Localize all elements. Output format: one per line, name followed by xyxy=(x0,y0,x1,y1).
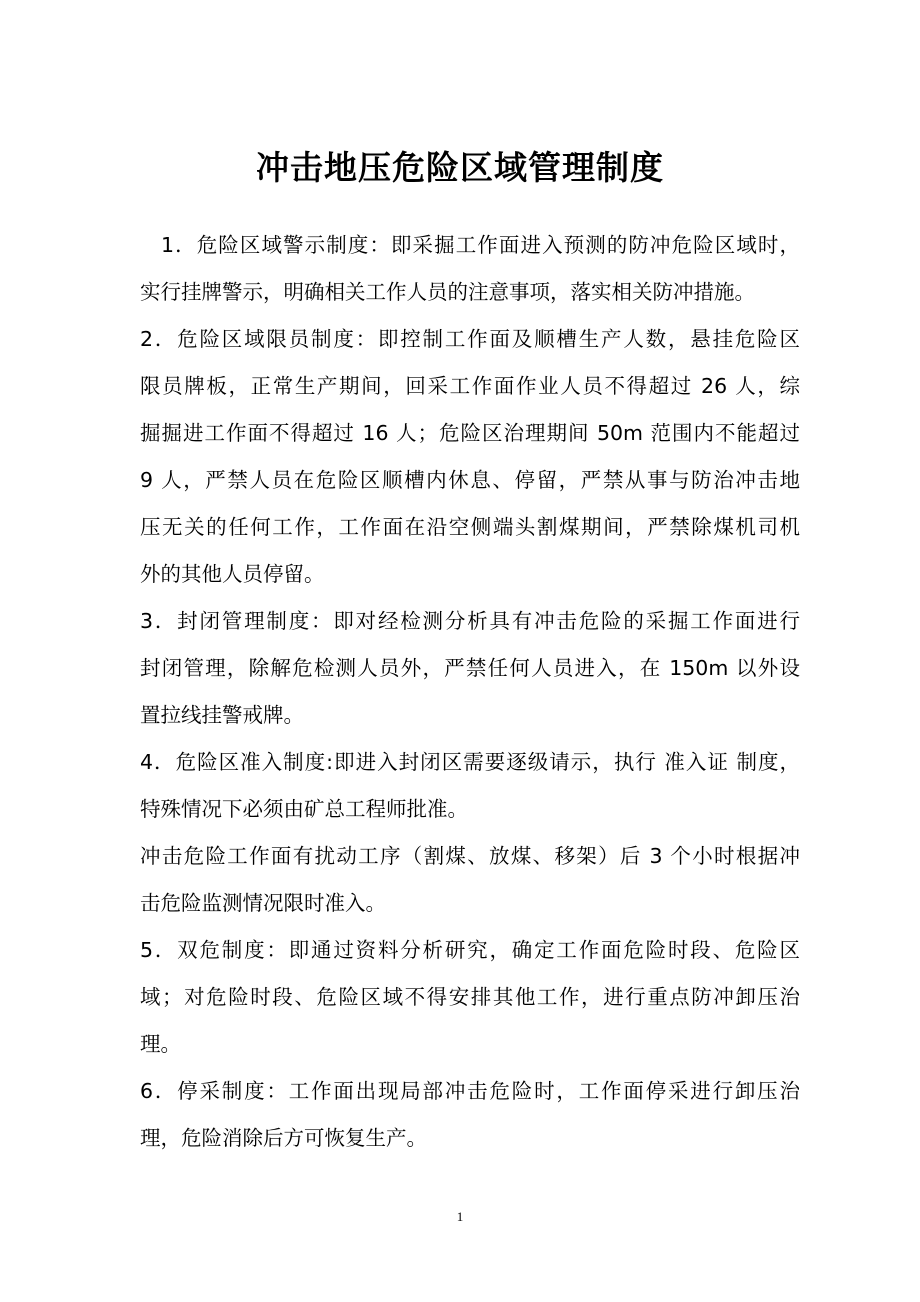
text-line: 封闭管理，除解危检测人员外，严禁任何人员进入，在 150m 以外设 xyxy=(140,656,800,680)
text-line: 6．停采制度：工作面出现局部冲击危险时，工作面停采进行卸压治 xyxy=(140,1079,800,1103)
page-number: 1 xyxy=(456,1209,464,1224)
text-line: 实行挂牌警示，明确相关工作人员的注意事项，落实相关防冲措施。 xyxy=(140,280,755,304)
text-line: 限员牌板，正常生产期间，回采工作面作业人员不得超过 26 人，综 xyxy=(140,374,800,398)
text-line: 冲击危险工作面有扰动工序（割煤、放煤、移架）后 3 个小时根据冲 xyxy=(140,844,800,868)
document-body xyxy=(140,222,800,1162)
text-line: 理。 xyxy=(140,1032,181,1056)
text-line: 5．双危制度：即通过资料分析研究，确定工作面危险时段、危险区 xyxy=(140,938,800,962)
text-line: 4．危险区准入制度:即进入封闭区需要逐级请示，执行 准入证 制度， xyxy=(140,750,800,774)
text-line: 特殊情况下必须由矿总工程师批准。 xyxy=(140,797,468,821)
text-line: 外的其他人员停留。 xyxy=(140,562,325,586)
text-line: 2．危险区域限员制度：即控制工作面及顺槽生产人数，悬挂危险区 xyxy=(140,327,800,351)
document-title: 冲击地压危险区域管理制度 xyxy=(256,148,664,187)
text-line: 理，危险消除后方可恢复生产。 xyxy=(140,1126,427,1150)
text-line: 掘掘进工作面不得超过 16 人；危险区治理期间 50m 范围内不能超过 xyxy=(140,421,800,445)
text-line: 3．封闭管理制度：即对经检测分析具有冲击危险的采掘工作面进行 xyxy=(140,609,800,633)
text-line: 1．危险区域警示制度：即采掘工作面进入预测的防冲危险区域时， xyxy=(161,233,800,257)
text-line: 击危险监测情况限时准入。 xyxy=(140,891,386,915)
text-line: 置拉线挂警戒牌。 xyxy=(140,703,304,727)
text-line: 9 人，严禁人员在危险区顺槽内休息、停留，严禁从事与防治冲击地 xyxy=(140,468,800,492)
text-line: 域；对危险时段、危险区域不得安排其他工作，进行重点防冲卸压治 xyxy=(140,985,800,1009)
text-line: 压无关的任何工作，工作面在沿空侧端头割煤期间，严禁除煤机司机 xyxy=(140,515,800,539)
